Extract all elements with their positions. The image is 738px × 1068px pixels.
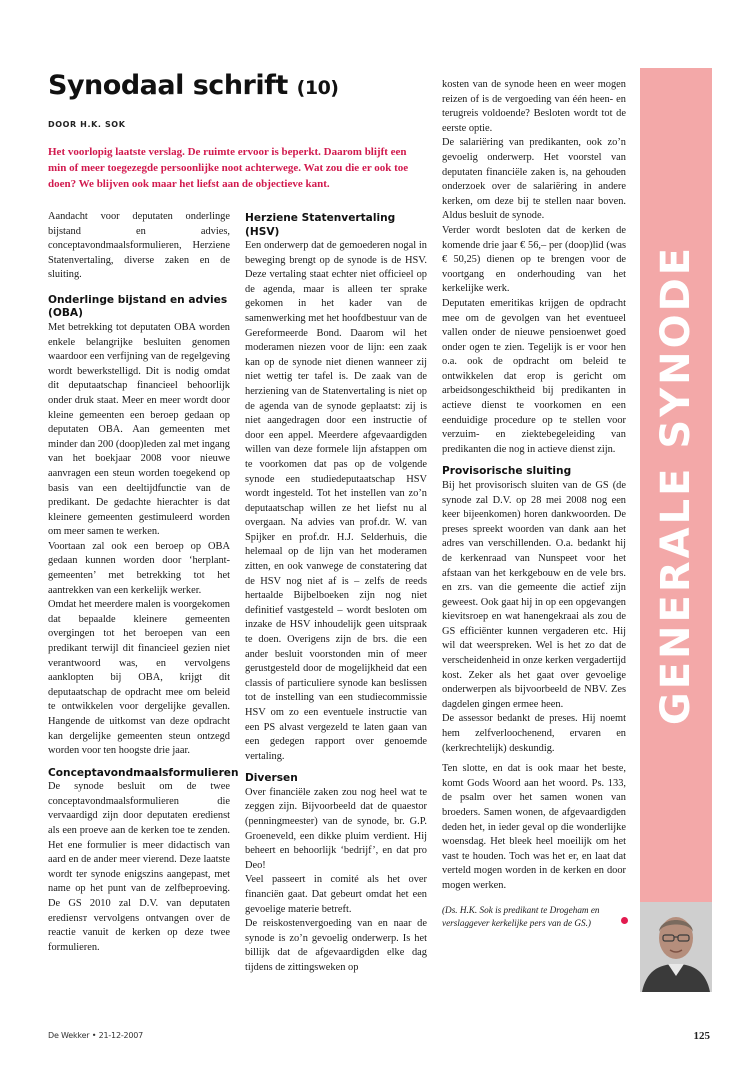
heading-conceptavondmaalsformulieren: Conceptavondmaalsformulieren xyxy=(48,766,239,779)
heading-diversen: Diversen xyxy=(245,772,298,785)
heading-oba: Onderlinge bijstand en advies (OBA) xyxy=(48,293,228,320)
author-bio-block xyxy=(442,904,626,931)
paragraph: Over financiële zaken zou nog heel wat te zeggen zijn. Bijvoorbeeld dat de quaestor (penningmeester) van de synode, br. G.P. Groeneveld, een dikke pluim verdient. Hij beheert en behoorlijk ‘bedrijf’, en dat pro Deo! xyxy=(245,786,427,871)
author-byline: DOOR H.K. SOK xyxy=(48,120,126,129)
author-bio: (Ds. H.K. Sok is predikant te Drogeham en verslaggever kerkelijke pers van de GS.) xyxy=(442,904,600,929)
footer-publication: De Wekker • 21-12-2007 xyxy=(48,1031,144,1040)
column-3 xyxy=(442,78,626,931)
lead-paragraph: Aandacht voor deputaten onderlinge bijstand en advies, conceptavondmaalsformulieren, Herziene Statenvertaling, diverse zaken en de sluiting. xyxy=(48,211,230,281)
paragraph: Met betrekking tot deputaten OBA worden enkele belangrijke besluiten genomen waardoor een verfijning van de regelgeving wordt bewerkstelligd. Dit is nodig omdat dit deputaatschap financieel behoorlijk onder druk staat. Meer en meer wordt door kleine gemeenten een beroep gedaan op deputaten OBA. Aan gemeenten met minder dan 200 (doop)leden zal met ingang van het boekjaar 2008 voor nieuwe aanvragen een steun worden toegekend op basis van een deeltijdfunctie van de predikant. De gedachte hierachter is dat kleinere gemeenten gestimuleerd worden om meer samen te werken. xyxy=(48,321,230,538)
article-title xyxy=(48,70,338,101)
paragraph: Een onderwerp dat de gemoederen nogal in beweging brengt op de synode is de HSV. Deze vertaling staat echter niet officieel op de agenda, maar is alleen ter sprake gekomen in het kader van de samenwerking met het hoofdbestuur van de Gereformeerde Bond. Daarom wil het moderamen niezen voor de lijn: een zaak kan op de synode niet dienen wanneer zij niet wettig ter tafel is. De zaak van de herziening van de Statenvertaling is niet op de agenda van de synode geplaatst: zij is niet aangedragen door een instructie of door een appel. Meerdere afgevaardigden willen van deze formele lijn afstappen om te voorkomen dat pas op de volgende synode een studiedeputaatschap HSV wordt ingesteld. Tot het instellen van zo’n deputaatschap willen ze het liefst nu al overgaan. Na advies van prof.dr. W. van Spijker en prof.dr. H.J. Selderhuis, die helemaal op de lijn van het moderamen zitten, en ook vanwege de constatering dat de HSV nog niet af is – zelfs de reeds hertaalde Bijbelboeken zijn nog niet definitief vastgesteld – wordt besloten om inzake de HSV inhoudelijk geen uitspraak te doen. Overigens zijn de brs. die een ander besluit voorstonden min of meer gerustgesteld door de mogelijkheid dat een classis of particuliere synode kan beslissen tot de instelling van een studiecommissie HSV om zo een eventuele instructie van een PS alvast vergezeld te laten gaan van een gedegen rapport over genoemde vertaling. xyxy=(245,240,427,762)
paragraph: Voortaan zal ook een beroep op OBA gedaan kunnen worden door ‘herplant-gemeenten’ met betrekking tot het aantrekken van een kerkelijk werker. xyxy=(48,540,230,596)
title-number: (10) xyxy=(296,77,339,99)
author-portrait-photo xyxy=(640,902,712,992)
paragraph: Verder wordt besloten dat de kerken de komende drie jaar € 56,– per (doop)lid (was € 50,25) dienen op te brengen voor de voortgang en onderhouding van het kerkelijke werk. xyxy=(442,224,626,295)
section-label: GENERALE SYNODE xyxy=(653,244,699,726)
heading-provisorische-sluiting: Provisorische sluiting xyxy=(442,465,572,478)
paragraph: De reiskostenvergoeding van en naar de synode is zo’n gevoelig onderwerp. Is het billijk dat de afgevaardigden elke dag tijdens de zittingsweken op xyxy=(245,918,427,973)
paragraph: Deputaten emeritikas krijgen de opdracht mee om de gevolgen van het eventueel vallen onder de nieuwe pensioenwet goed onder ogen te zien. Tegelijk is er voor hen o.a. ook de opdracht om beleid te ontwikkelen dat erop is gericht om arbeidsongeschiktheid bij predikanten in actieve dienst te voorkomen en een eenduidige procedure op te stellen voor verzuim- en ziektebegeleiding van predikanten die nog in actieve dienst zijn. xyxy=(442,297,626,455)
heading-hsv: Herziene Statenvertaling (HSV) xyxy=(245,212,396,238)
paragraph: Omdat het meerdere malen is voorgekomen dat bepaalde kleinere gemeenten overgingen tot het beroepen van een predikant terwijl dit financieel gezien niet verantwoord was, en vervolgens aanklopten bij OBA, krijgt dit deputaatschap de opdracht mee om beleid te ontwikkelen voor dergelijke gevallen. Hangende de uitkomst van deze opdracht kan dergelijke gemeenten steun ontzegd worden voor ten hoogste drie jaar. xyxy=(48,599,230,757)
paragraph: Bij het provisorisch sluiten van de GS (de synode zal D.V. op 28 mei 2008 nog een keer bijeenkomen) horen dankwoorden. De preses spreekt woorden van dank aan het adres van verschillenden. O.a. bedankt hij de kerkenraad van Nunspeet voor het afstaan van het kerkgebouw en de vele brs. en zrs. van die gemeente die actief zijn geweest. Ook gaat hij in op een opgevangen kievitsroep en wat hanengekraai als zou de GS efficiënter kunnen vergaderen etc. Hij wil dat weerspreken. Wel is het zo dat de verscheidenheid in onze kerken vergadertijd kost. Zeker als het gaat over gevoelige onderwerpen als bijvoorbeeld de NBV. Zes dagdelen gingen ermee heen. xyxy=(442,479,626,710)
paragraph: De synode besluit om de twee conceptavondmaalsformulieren die vervaardigd zijn door deputaten eredienst als een proeve aan de kerken toe te zenden. Het ene formulier is meer didactisch van aard en de ander meer vierend. Deze laatste wordt ter synode enigszins aangepast, met name op het punt van de zelfbeproeving. De GS 2010 zal D.V. van deputaten erediensт vervolgens ontvangen over de reactie vanuit de kerken op deze twee formulieren. xyxy=(48,781,230,953)
title-text: Synodaal schrift xyxy=(48,70,288,101)
column-1 xyxy=(48,210,239,955)
column-2 xyxy=(245,212,427,976)
page-number: 125 xyxy=(693,1030,710,1042)
paragraph: De assessor bedankt de preses. Hij noemt hem zelfverloochenend, ervaren en (kerkrechtelijk) deskundig. xyxy=(442,713,626,754)
paragraph: Ten slotte, en dat is ook maar het beste, komt Gods Woord aan het woord. Ps. 133, de psalm over het samen wonen van broeders. Samen wonen, de afgevaardigden deden het, in ieder geval op die wonderlijke woensdag. Het bleek heel moeilijk om het vast te houden. Toch was het er, en laat dat verteld mogen worden in de kerken en door mogen werken. xyxy=(442,763,626,891)
paragraph: Veel passeert in comité als het over financiën gaat. Dat gebeurt omdat het een gevoelige materie betreft. xyxy=(245,874,427,915)
paragraph: kosten van de synode heen en weer mogen reizen of is de vergoeding van één heen- en terugreis voldoende? Besloten wordt tot de eerste optie. xyxy=(442,79,626,134)
end-mark-icon xyxy=(621,917,628,924)
intro-paragraph: Het voorlopig laatste verslag. De ruimte ervoor is beperkt. Daarom blijft een min of meer toegezegde persoonlijke noot achterwege. Wat zou die er ook toe doen? We blijven ook maar het liefst aan de objectieve kant. xyxy=(48,146,409,190)
author-portrait-icon xyxy=(640,902,712,992)
paragraph: De salariëring van predikanten, ook zo’n gevoelig onderwerp. Het voorstel van deputaten financiële zaken is, na gehouden onderzoek over de salariëring in andere kerken, om deze bij te stellen naar boven. Aldus besluit de synode. xyxy=(442,137,626,222)
